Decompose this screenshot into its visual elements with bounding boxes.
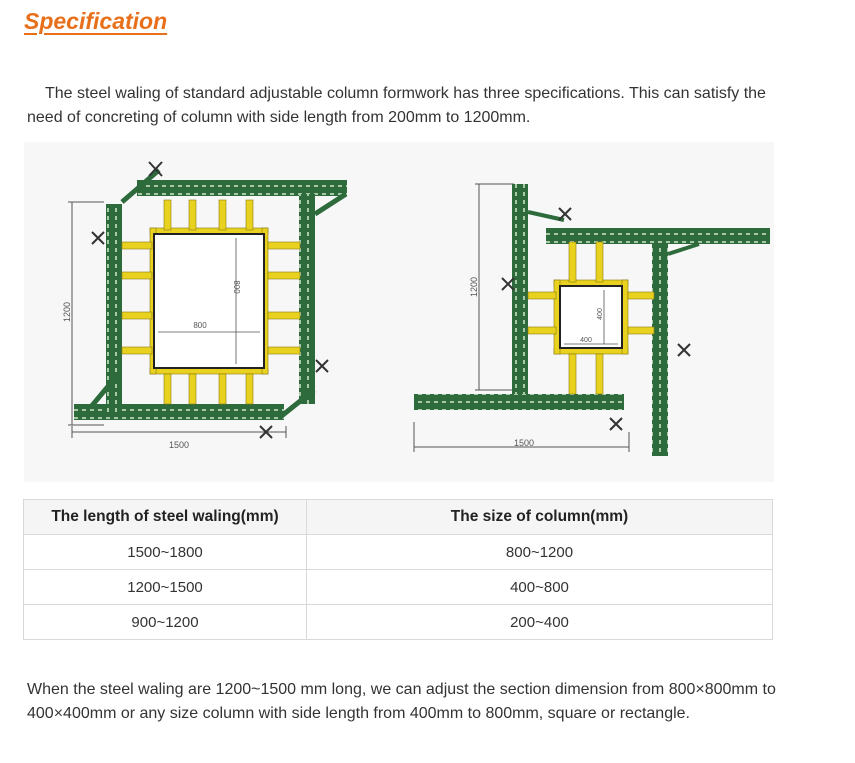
left-inner-width-label: 800	[193, 321, 207, 330]
formwork-drawing	[24, 142, 774, 482]
header-waling-length: The length of steel waling(mm)	[24, 500, 307, 535]
page-heading: Specification	[24, 8, 168, 34]
spec-table	[23, 499, 773, 640]
table-row	[24, 605, 773, 640]
right-inner-height-label: 400	[597, 308, 604, 320]
table-cell: 800~1200	[307, 535, 773, 570]
right-inner-width-label: 400	[580, 337, 592, 344]
right-width-label: 1500	[513, 438, 535, 448]
table-cell: 200~400	[307, 605, 773, 640]
table-header-row	[24, 500, 773, 535]
intro-text: The steel waling of standard adjustable column formwork has three specifications. This can satisfy the need of concreting of column with side length from 200mm to 1200mm.	[27, 85, 766, 126]
left-formwork	[62, 162, 347, 450]
right-height-label: 1200	[469, 276, 479, 298]
left-width-label: 1500	[168, 440, 190, 450]
outro-paragraph: When the steel waling are 1200~1500 mm long, we can adjust the section dimension from 800×800mm to 400×400mm or any size column with side length from 400mm to 800mm, square or rectangle.	[27, 681, 776, 722]
left-inner-height-label: 800	[232, 280, 241, 294]
header-column-size: The size of column(mm)	[307, 500, 773, 535]
intro-paragraph	[27, 82, 787, 130]
table-cell: 400~800	[307, 570, 773, 605]
formwork-diagram	[24, 142, 774, 482]
table-row	[24, 570, 773, 605]
left-height-label: 1200	[62, 301, 72, 323]
table-cell: 1200~1500	[24, 570, 307, 605]
table-cell: 1500~1800	[24, 535, 307, 570]
table-row	[24, 535, 773, 570]
right-formwork	[414, 184, 770, 456]
table-cell: 900~1200	[24, 605, 307, 640]
